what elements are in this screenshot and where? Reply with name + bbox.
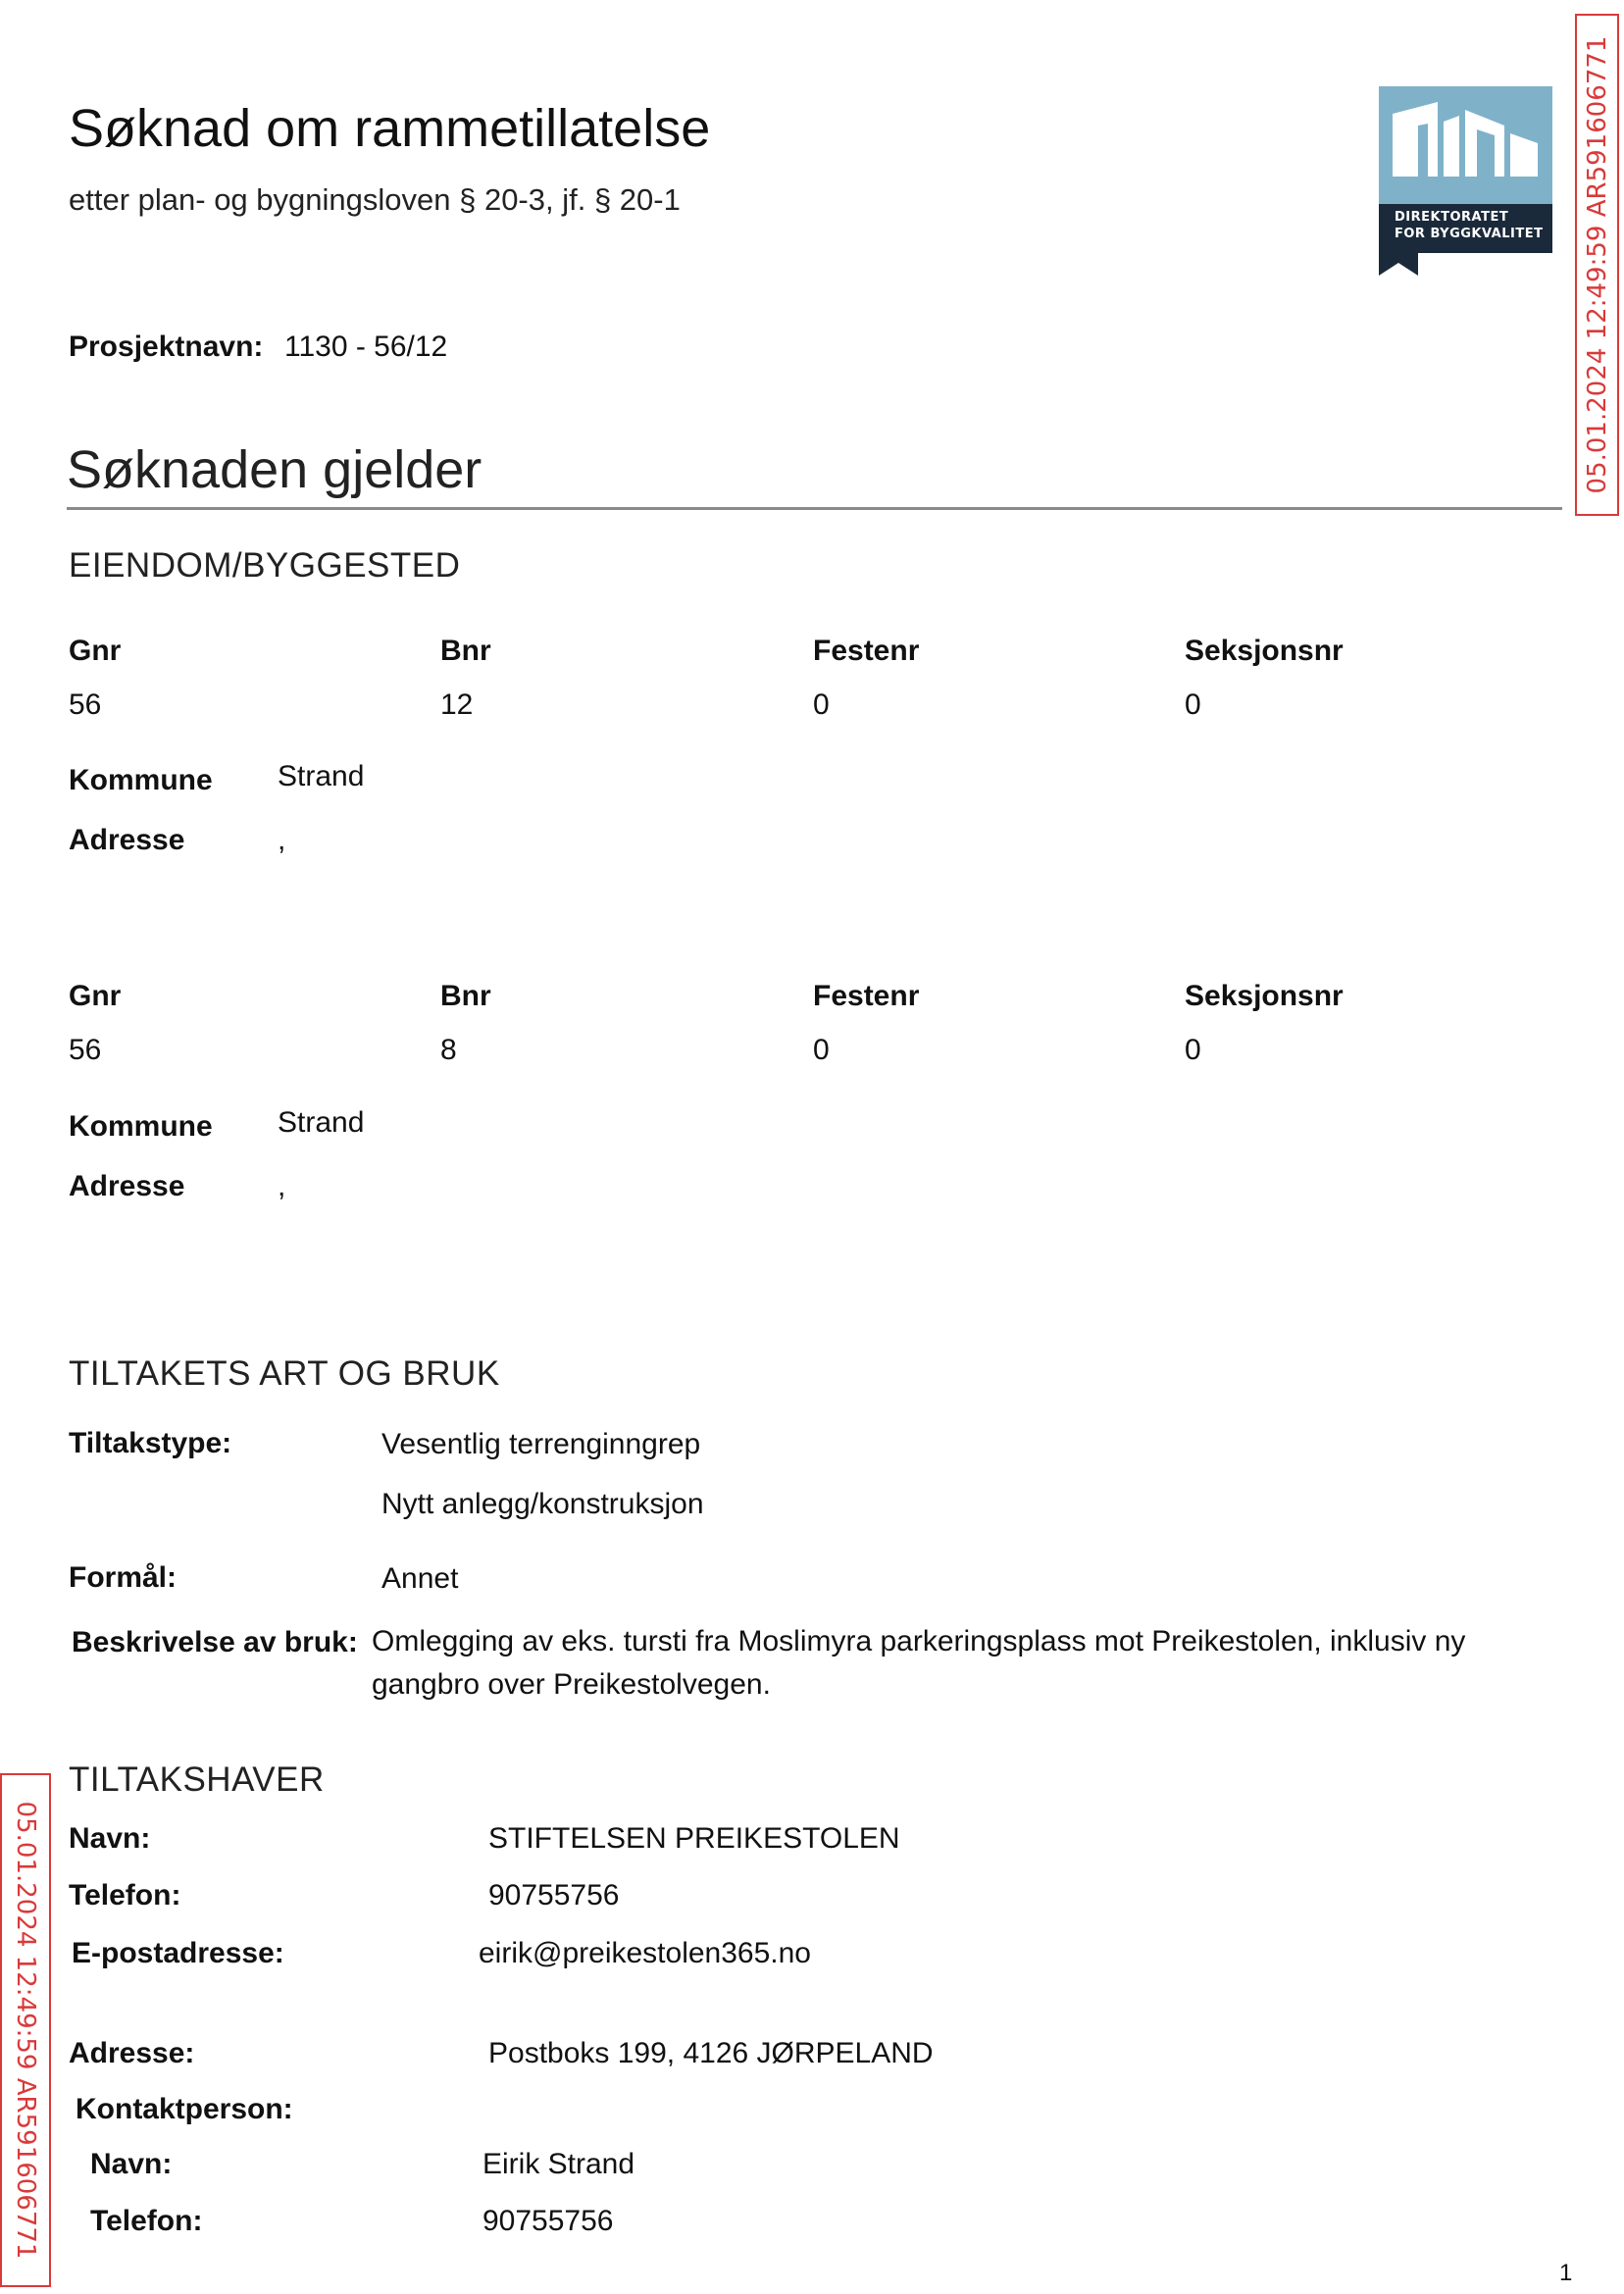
page-number: 1	[1559, 2260, 1573, 2286]
column-bnr: Bnr	[440, 635, 491, 667]
timestamp-stamp-top	[1575, 14, 1619, 516]
property-1-seksjonsnr: 0	[1185, 688, 1201, 721]
column-seksjonsnr: Seksjonsnr	[1185, 980, 1344, 1012]
applicant-address-label: Adresse:	[69, 2037, 195, 2069]
column-festenr: Festenr	[813, 980, 920, 1012]
contact-phone: 90755756	[482, 2205, 614, 2237]
property-2-gnr: 56	[69, 1034, 102, 1066]
column-gnr: Gnr	[69, 635, 122, 667]
stamp-text: 05.01.2024 12:49:59 AR591606771	[1582, 35, 1612, 494]
applicant-name: STIFTELSEN PREIKESTOLEN	[488, 1822, 900, 1855]
property-1-kommune: Strand	[278, 760, 365, 792]
contact-phone-label: Telefon:	[90, 2205, 203, 2237]
project-label: Prosjektnavn:	[69, 331, 264, 363]
property-1-bnr: 12	[440, 688, 474, 721]
timestamp-stamp-bottom	[0, 1773, 51, 2287]
section-divider	[67, 507, 1562, 510]
applicant-name-label: Navn:	[69, 1822, 151, 1855]
applicant-address: Postboks 199, 4126 JØRPELAND	[488, 2037, 934, 2069]
property-1-adresse-label: Adresse	[69, 824, 185, 856]
applicant-email: eirik@preikestolen365.no	[479, 1937, 811, 1969]
document-title: Søknad om rammetillatelse	[69, 99, 711, 158]
document-subtitle: etter plan- og bygningsloven § 20-3, jf. § 20-1	[69, 182, 681, 217]
property-heading: EIENDOM/BYGGESTED	[69, 546, 461, 585]
measure-type-1: Vesentlig terrenginngrep	[381, 1428, 701, 1460]
column-seksjonsnr: Seksjonsnr	[1185, 635, 1344, 667]
property-2-bnr: 8	[440, 1034, 457, 1066]
applicant-phone: 90755756	[488, 1879, 620, 1912]
column-gnr: Gnr	[69, 980, 122, 1012]
logo-text-line1: DIREKTORATET	[1395, 210, 1509, 225]
contact-person-label: Kontaktperson:	[76, 2093, 293, 2125]
property-2-seksjonsnr: 0	[1185, 1034, 1201, 1066]
property-1-festenr: 0	[813, 688, 830, 721]
property-2-kommune-label: Kommune	[69, 1110, 213, 1143]
property-2-festenr: 0	[813, 1034, 830, 1066]
column-bnr: Bnr	[440, 980, 491, 1012]
column-festenr: Festenr	[813, 635, 920, 667]
measure-type-label: Tiltakstype:	[69, 1427, 232, 1459]
applicant-email-label: E-postadresse:	[72, 1937, 284, 1969]
contact-name: Eirik Strand	[482, 2148, 635, 2180]
applicant-phone-label: Telefon:	[69, 1879, 181, 1912]
measure-purpose: Annet	[381, 1562, 459, 1595]
property-1-kommune-label: Kommune	[69, 764, 213, 796]
stamp-text: 05.01.2024 12:49:59 AR591606771	[11, 1801, 40, 2260]
logo-text-line2: FOR BYGGKVALITET	[1395, 227, 1544, 241]
measure-description: Omlegging av eks. tursti fra Moslimyra parkeringsplass mot Preikestolen, inklusiv ny gangbro over Preikestolvegen.	[372, 1625, 1466, 1701]
project-value: 1130 - 56/12	[284, 331, 448, 363]
property-1-adresse: ,	[278, 824, 286, 856]
measure-type-2: Nytt anlegg/konstruksjon	[381, 1488, 704, 1520]
contact-name-label: Navn:	[90, 2148, 173, 2180]
property-2-kommune: Strand	[278, 1106, 365, 1139]
applicant-heading: TILTAKSHAVER	[69, 1760, 325, 1799]
property-2-adresse: ,	[278, 1170, 286, 1202]
property-1-gnr: 56	[69, 688, 102, 721]
measure-purpose-label: Formål:	[69, 1561, 178, 1594]
property-2-adresse-label: Adresse	[69, 1170, 185, 1202]
dibk-logo	[1379, 86, 1552, 276]
measure-description-label: Beskrivelse av bruk:	[72, 1626, 358, 1658]
section-title: Søknaden gjelder	[67, 440, 482, 499]
building-logo-icon	[1379, 86, 1552, 276]
measure-heading: TILTAKETS ART OG BRUK	[69, 1354, 500, 1393]
